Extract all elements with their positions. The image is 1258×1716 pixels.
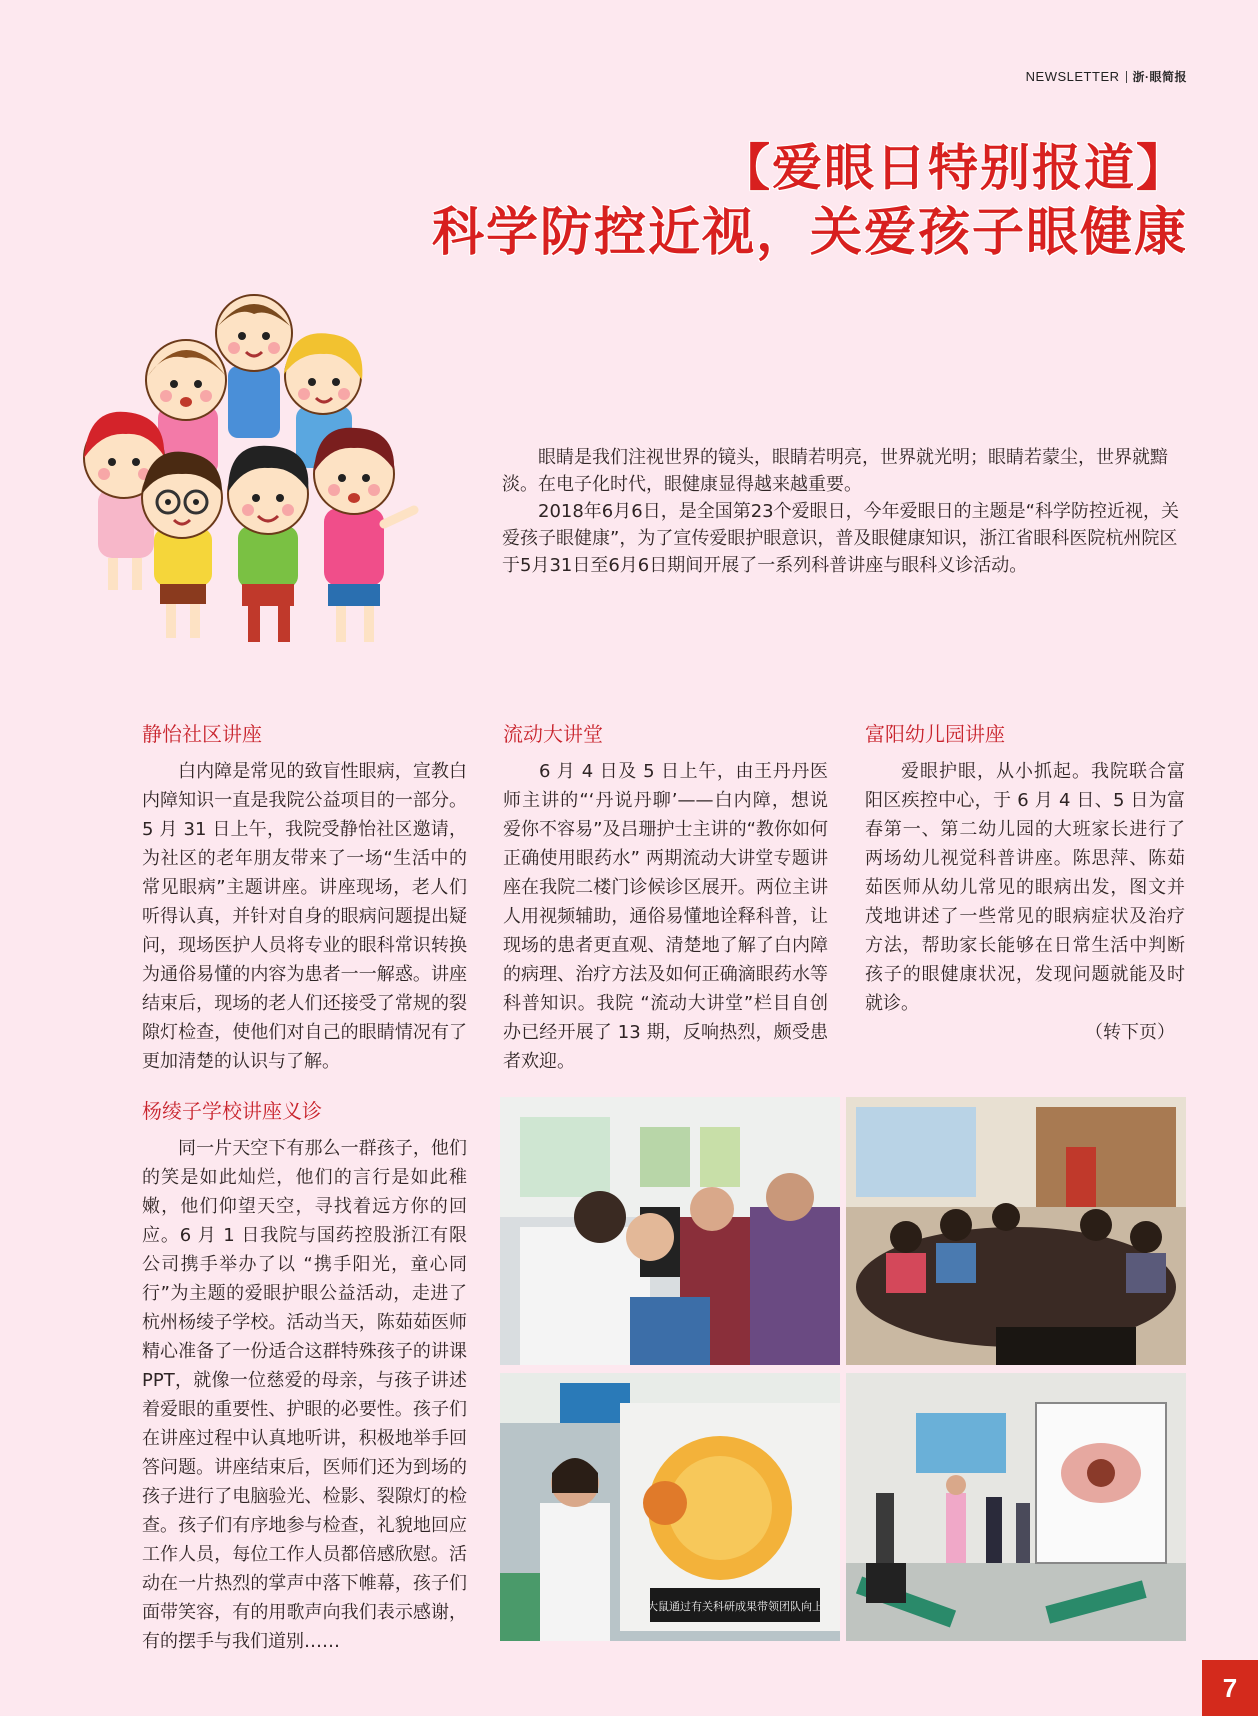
section-fuyang: [865, 720, 1185, 1047]
title-line-2: 科学防控近视，关爱孩子眼健康: [431, 203, 1188, 263]
intro-paragraph-1: 眼睛是我们注视世界的镜头，眼睛若明亮，世界就光明；眼睛若蒙尘，世界就黯淡。在电子化时代，眼健康显得越来越重要。: [502, 447, 1168, 495]
section-heading: 静怡社区讲座: [142, 722, 262, 746]
intro-paragraph-2: 2018年6月6日，是全国第23个爱眼日，今年爱眼日的主题是“科学防控近视，关爱孩子眼健康”，为了宣传爱眼护眼意识，普及眼健康知识，浙江省眼科医院杭州院区于5月31日至6月6日期间开展了一系列科普讲座与眼科义诊活动。: [502, 501, 1179, 576]
section-heading: 流动大讲堂: [503, 722, 603, 746]
continued-note: （转下页）: [1085, 1022, 1175, 1043]
section-body: 爱眼护眼，从小抓起。我院联合富阳区疾控中心，于 6 月 4 日、5 日为富春第一、第二幼儿园的大班家长进行了两场幼儿视觉科普讲座。陈思萍、陈茹茹医师从幼儿常见的眼病出发，图文并茂地讲述了一些常见的眼病症状及治疗方法，帮助家长能够在日常生活中判断孩子的眼健康状况，发现问题就能及时就诊。: [865, 761, 1185, 1014]
children-illustration: [68, 288, 458, 668]
section-liudong: [503, 720, 828, 1076]
page-number: 7: [1202, 1660, 1258, 1716]
header-divider: [1126, 71, 1127, 83]
photo-community-lecture: [846, 1097, 1186, 1365]
kid-pinkshirt: [314, 428, 414, 642]
photo-lobby-lecture: [846, 1373, 1186, 1641]
screen-caption: 大鼠通过有关科研成果带领团队向上: [647, 1600, 823, 1613]
section-heading: 富阳幼儿园讲座: [865, 722, 1005, 746]
newsletter-label: NEWSLETTER: [1025, 69, 1120, 84]
photo-eye-presentation: [500, 1373, 840, 1641]
section-heading: 杨绫子学校讲座义诊: [142, 1099, 322, 1123]
kid-blackhair: [228, 446, 308, 642]
section-body: 白内障是常见的致盲性眼病，宣教白内障知识一直是我院公益项目的一部分。5 月 31 日上午，我院受静怡社区邀请，为社区的老年朋友带来了一场“生活中的常见眼病”主题讲座。讲座现场，老人们听得认真，并针对自身的眼病问题提出疑问，现场医护人员将专业的眼科常识转换为通俗易懂的内容为患者一一解惑。讲座结束后，现场的老人们还接受了常规的裂隙灯检查，使他们对自己的眼睛情况有了更加清楚的认识与了解。: [142, 761, 467, 1072]
intro-text: [502, 444, 1187, 579]
section-body: 6 月 4 日及 5 日上午，由王丹丹医师主讲的“‘丹说丹聊’——白内障，想说爱你不容易”及吕珊护士主讲的“教你如何正确使用眼药水” 两期流动大讲堂专题讲座在我院二楼门诊候诊区展开。两位主讲人用视频辅助，通俗易懂地诠释科普，让现场的患者更直观、清楚地了解了白内障的病理、治疗方法及如何正确滴眼药水等科普知识。我院 “流动大讲堂”栏目自创办已经开展了 13 期，反响热烈，颇受患者欢迎。: [503, 761, 828, 1072]
photo-eye-exam: [500, 1097, 840, 1365]
kid-top: [216, 295, 292, 438]
section-body: 同一片天空下有那么一群孩子，他们的笑是如此灿烂，他们的言行是如此稚嫩，他们仰望天空，寻找着远方你的回应。6 月 1 日我院与国药控股浙江有限公司携手举办了以 “携手阳光，童心同行”为主题的爱眼护眼公益活动，走进了杭州杨绫子学校。活动当天，陈茹茹医师精心准备了一份适合这群特殊孩子的讲课 PPT，就像一位慈爱的母亲，与孩子讲述着爱眼的重要性、护眼的必要性。孩子们在讲座过程中认真地听讲，积极地举手回答问题。讲座结束后，医师们还为到场的孩子进行了电脑验光、检影、裂隙灯的检查。孩子们有序地参与检查，礼貌地回应工作人员，每位工作人员都倍感欣慰。活动在一片热烈的掌声中落下帷幕，孩子们面带笑容，有的用歌声向我们表示感谢，有的摆手与我们道别……: [142, 1138, 467, 1652]
title-line-1: 【爱眼日特别报道】: [720, 139, 1188, 197]
article-title: [432, 138, 1188, 264]
kid-glasses: [142, 452, 222, 638]
publication-name: 浙·眼简报: [1132, 70, 1187, 84]
section-yanglingzi: [142, 1097, 467, 1656]
section-jingyi: [142, 720, 467, 1076]
newsletter-header: [1026, 68, 1187, 85]
